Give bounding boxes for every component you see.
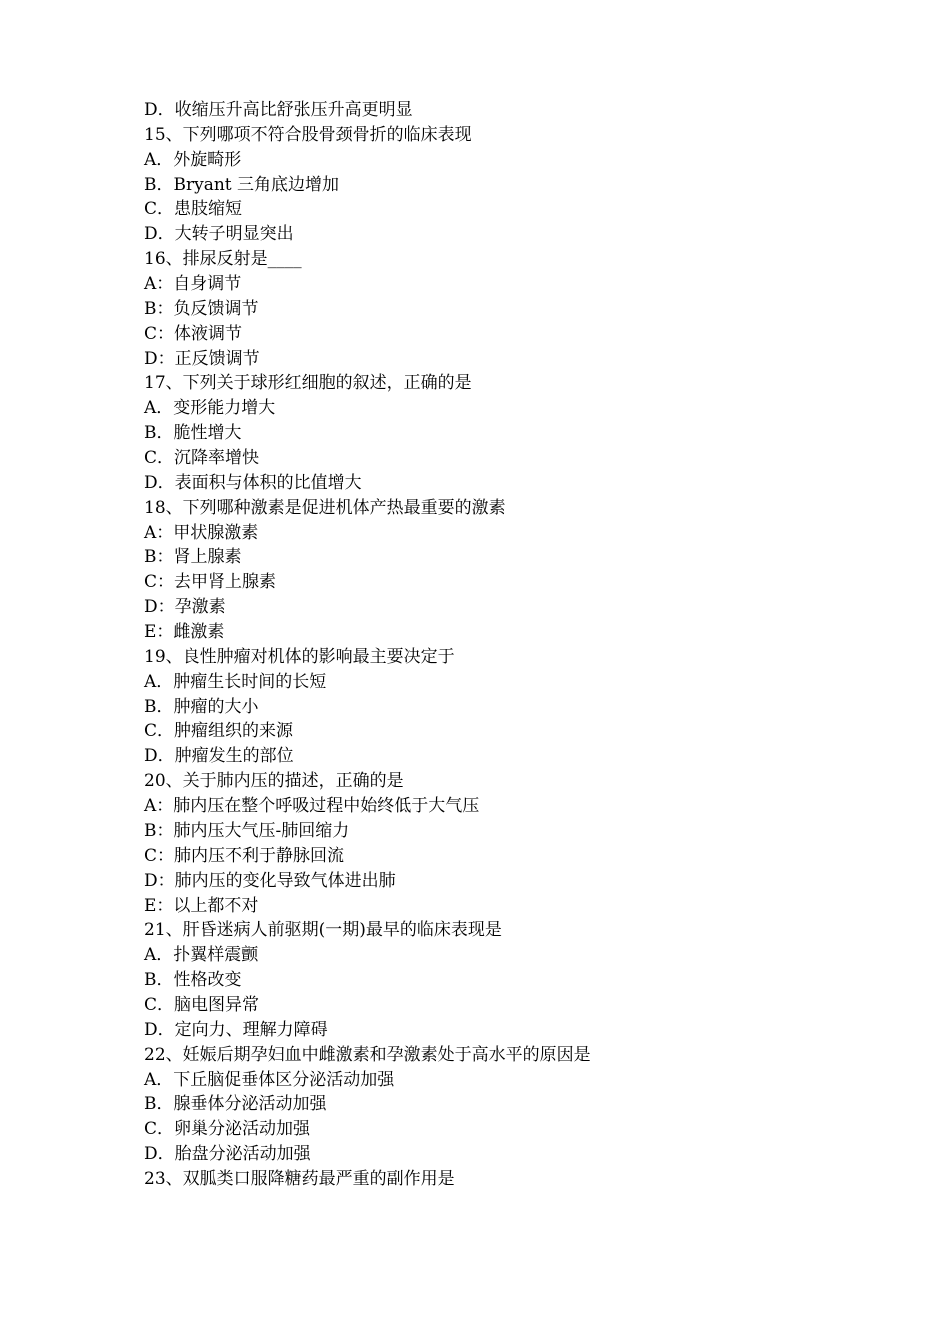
question-line: 16、排尿反射是____ bbox=[144, 249, 302, 270]
option-line: A：甲状腺激素 bbox=[144, 522, 259, 543]
question-line: 20、关于肺内压的描述，正确的是 bbox=[144, 771, 404, 792]
question-line: 23、双胍类口服降糖药最严重的副作用是 bbox=[144, 1168, 455, 1189]
question-line: 17、下列关于球形红细胞的叙述，正确的是 bbox=[144, 373, 472, 394]
option-line: C：去甲肾上腺素 bbox=[144, 572, 277, 593]
document-body bbox=[144, 98, 844, 1192]
option-line: D：正反馈调节 bbox=[144, 348, 260, 369]
option-line: B：肺内压大气压-肺回缩力 bbox=[144, 820, 350, 841]
option-line: C．肿瘤组织的来源 bbox=[144, 721, 294, 742]
option-line: B．肿瘤的大小 bbox=[144, 696, 259, 717]
option-line: D．表面积与体积的比值增大 bbox=[144, 472, 362, 493]
option-line: B：肾上腺素 bbox=[144, 547, 242, 568]
option-line: B．性格改变 bbox=[144, 970, 242, 991]
question-line: 18、下列哪种激素是促进机体产热最重要的激素 bbox=[144, 497, 506, 518]
option-line: B：负反馈调节 bbox=[144, 298, 259, 319]
option-line: A．扑翼样震颤 bbox=[144, 945, 259, 966]
option-line: D．大转子明显突出 bbox=[144, 224, 294, 245]
option-line: B．Bryant 三角底边增加 bbox=[144, 174, 340, 195]
option-line: C．卵巢分泌活动加强 bbox=[144, 1119, 311, 1140]
option-line: A：自身调节 bbox=[144, 274, 242, 295]
question-line: 15、下列哪项不符合股骨颈骨折的临床表现 bbox=[144, 124, 472, 145]
option-line: D：孕激素 bbox=[144, 597, 226, 618]
option-line: C．患肢缩短 bbox=[144, 199, 243, 220]
option-line: B．脆性增大 bbox=[144, 423, 242, 444]
option-line: E：雌激素 bbox=[144, 622, 225, 643]
option-line: A．下丘脑促垂体区分泌活动加强 bbox=[144, 1069, 395, 1090]
option-line: A．外旋畸形 bbox=[144, 149, 242, 170]
option-line: C．脑电图异常 bbox=[144, 994, 260, 1015]
question-line: 22、妊娠后期孕妇血中雌激素和孕激素处于高水平的原因是 bbox=[144, 1044, 591, 1065]
option-line: B．腺垂体分泌活动加强 bbox=[144, 1094, 327, 1115]
option-line: A．肿瘤生长时间的长短 bbox=[144, 671, 327, 692]
option-line: D．胎盘分泌活动加强 bbox=[144, 1144, 311, 1165]
option-line: E：以上都不对 bbox=[144, 895, 259, 916]
option-line: A．变形能力增大 bbox=[144, 398, 276, 419]
question-line: 19、良性肿瘤对机体的影响最主要决定于 bbox=[144, 646, 455, 667]
option-line: C：体液调节 bbox=[144, 323, 243, 344]
option-line: D．定向力、理解力障碍 bbox=[144, 1019, 328, 1040]
option-line: D：肺内压的变化导致气体进出肺 bbox=[144, 870, 396, 891]
question-line: 21、肝昏迷病人前驱期(一期)最早的临床表现是 bbox=[144, 920, 502, 941]
option-line: D．收缩压升高比舒张压升高更明显 bbox=[144, 100, 413, 120]
option-line: D．肿瘤发生的部位 bbox=[144, 746, 294, 767]
option-line: C：肺内压不利于静脉回流 bbox=[144, 845, 345, 866]
option-line: A：肺内压在整个呼吸过程中始终低于大气压 bbox=[144, 796, 480, 817]
option-line: C．沉降率增快 bbox=[144, 448, 260, 469]
